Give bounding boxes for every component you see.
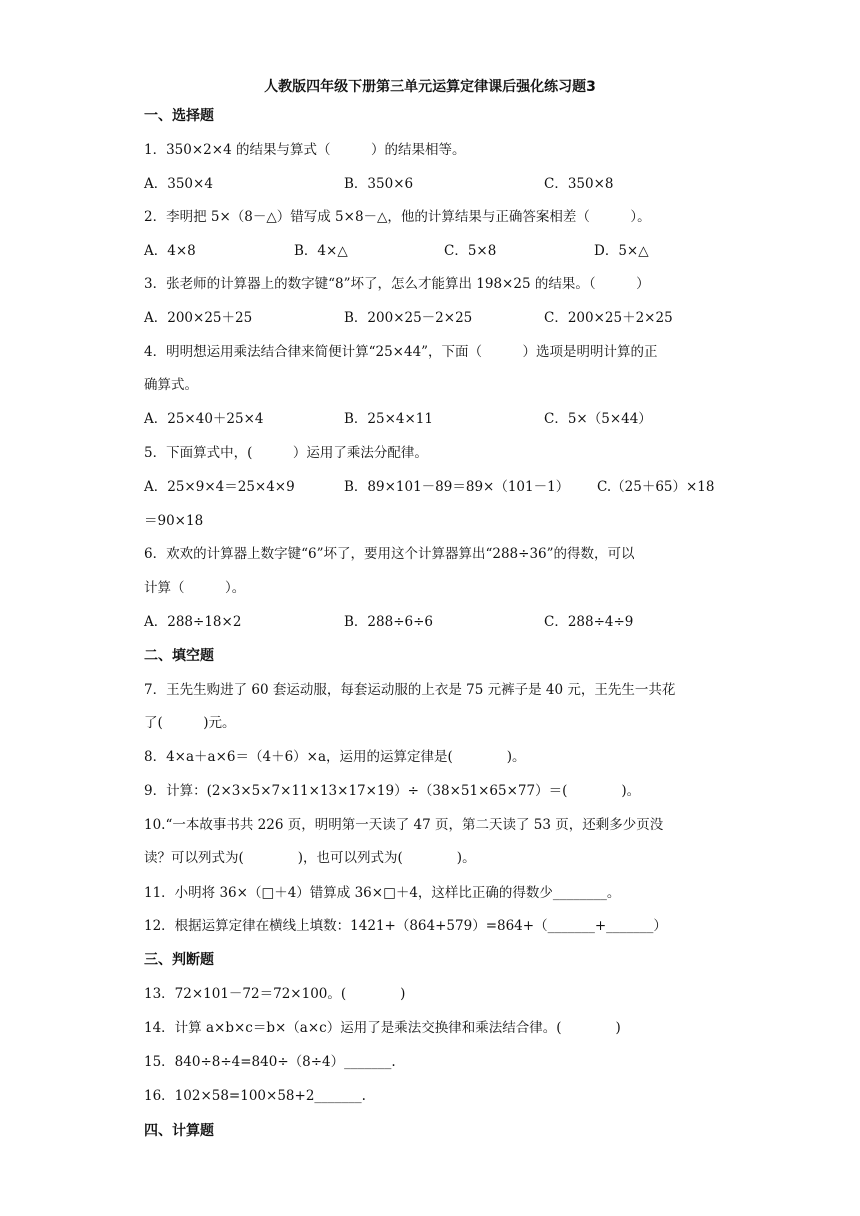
q2-option-b: B．4×△ [294,243,348,259]
question-5: 5．下面算式中，( ）运用了乘法分配律。 [144,445,428,461]
q1-option-a: A．350×4 [144,176,213,192]
question-14: 14．计算 a×b×c＝b×（a×c）运用了是乘法交换律和乘法结合律。( ) [144,1020,621,1036]
question-10-line-1: 10.“一本故事书共 226 页，明明第一天读了 47 页，第二天读了 53 页，还剩多少页没 [144,817,664,833]
section-heading-fill: 二、填空题 [144,648,214,664]
q2-option-c: C．5×8 [444,243,497,259]
question-2: 2．李明把 5×（8－△）错写成 5×8－△，他的计算结果与正确答案相差（ ）。 [144,209,651,225]
q6-option-c: C．288÷4÷9 [544,614,634,630]
question-6-line-1: 6．欢欢的计算器上数字键“6”坏了，要用这个计算器算出“288÷36”的得数，可以 [144,546,635,562]
question-6-line-2: 计算（ ）。 [144,580,246,596]
q4-option-c: C．5×（5×44） [544,411,652,427]
q2-option-d: D．5×△ [594,243,649,259]
question-3: 3．张老师的计算器上的数字键“8”坏了，怎么才能算出 198×25 的结果。（ ） [144,276,650,292]
q4-option-b: B．25×4×11 [344,411,433,427]
page-title: 人教版四年级下册第三单元运算定律课后强化练习题3 [264,79,596,95]
question-10-line-2: 读？可以列式为( )，也可以列式为( )。 [144,850,476,866]
q5-option-b: B．89×101－89＝89×（101－1） [344,479,570,495]
q6-option-b: B．288÷6÷6 [344,614,433,630]
section-heading-calculation: 四、计算题 [144,1123,214,1139]
question-1: 1．350×2×4 的结果与算式（ ）的结果相等。 [144,142,466,158]
q6-option-a: A．288÷18×2 [144,614,242,630]
question-8: 8．4×a＋a×6＝（4＋6）×a，运用的运算定律是( )。 [144,749,526,765]
q1-option-b: B．350×6 [344,176,414,192]
question-16: 16．102×58=100×58+2_______. [144,1088,366,1104]
question-13: 13．72×101－72＝72×100。( ) [144,986,406,1002]
q5-option-c-continued: ＝90×18 [144,513,204,529]
question-12: 12．根据运算定律在横线上填数：1421+（864+579）=864+（_______+_______） [144,918,667,934]
question-7-line-1: 7．王先生购进了 60 套运动服，每套运动服的上衣是 75 元裤子是 40 元，王先生一共花 [144,682,676,698]
question-4-line-2: 确算式。 [144,377,198,393]
q5-option-c: C.（25＋65）×18 [597,479,715,495]
q3-option-c: C．200×25＋2×25 [544,310,673,326]
question-7-line-2: 了( )元。 [144,715,236,731]
section-heading-judge: 三、判断题 [144,952,214,968]
q5-option-a: A．25×9×4＝25×4×9 [144,479,295,495]
question-15: 15．840÷8÷4=840÷（8÷4）_______. [144,1054,396,1070]
question-11: 11．小明将 36×（□＋4）错算成 36×□＋4，这样比正确的得数少________。 [144,885,621,901]
q2-option-a: A．4×8 [144,243,196,259]
q3-option-a: A．200×25＋25 [144,310,253,326]
question-9: 9．计算：(2×3×5×7×11×13×17×19）÷（38×51×65×77）＝( )。 [144,783,641,799]
section-heading-choice: 一、选择题 [144,108,214,124]
q4-option-a: A．25×40＋25×4 [144,411,264,427]
question-4-line-1: 4．明明想运用乘法结合律来简便计算“25×44”，下面（ ）选项是明明计算的正 [144,344,658,360]
q3-option-b: B．200×25－2×25 [344,310,473,326]
q1-option-c: C．350×8 [544,176,614,192]
